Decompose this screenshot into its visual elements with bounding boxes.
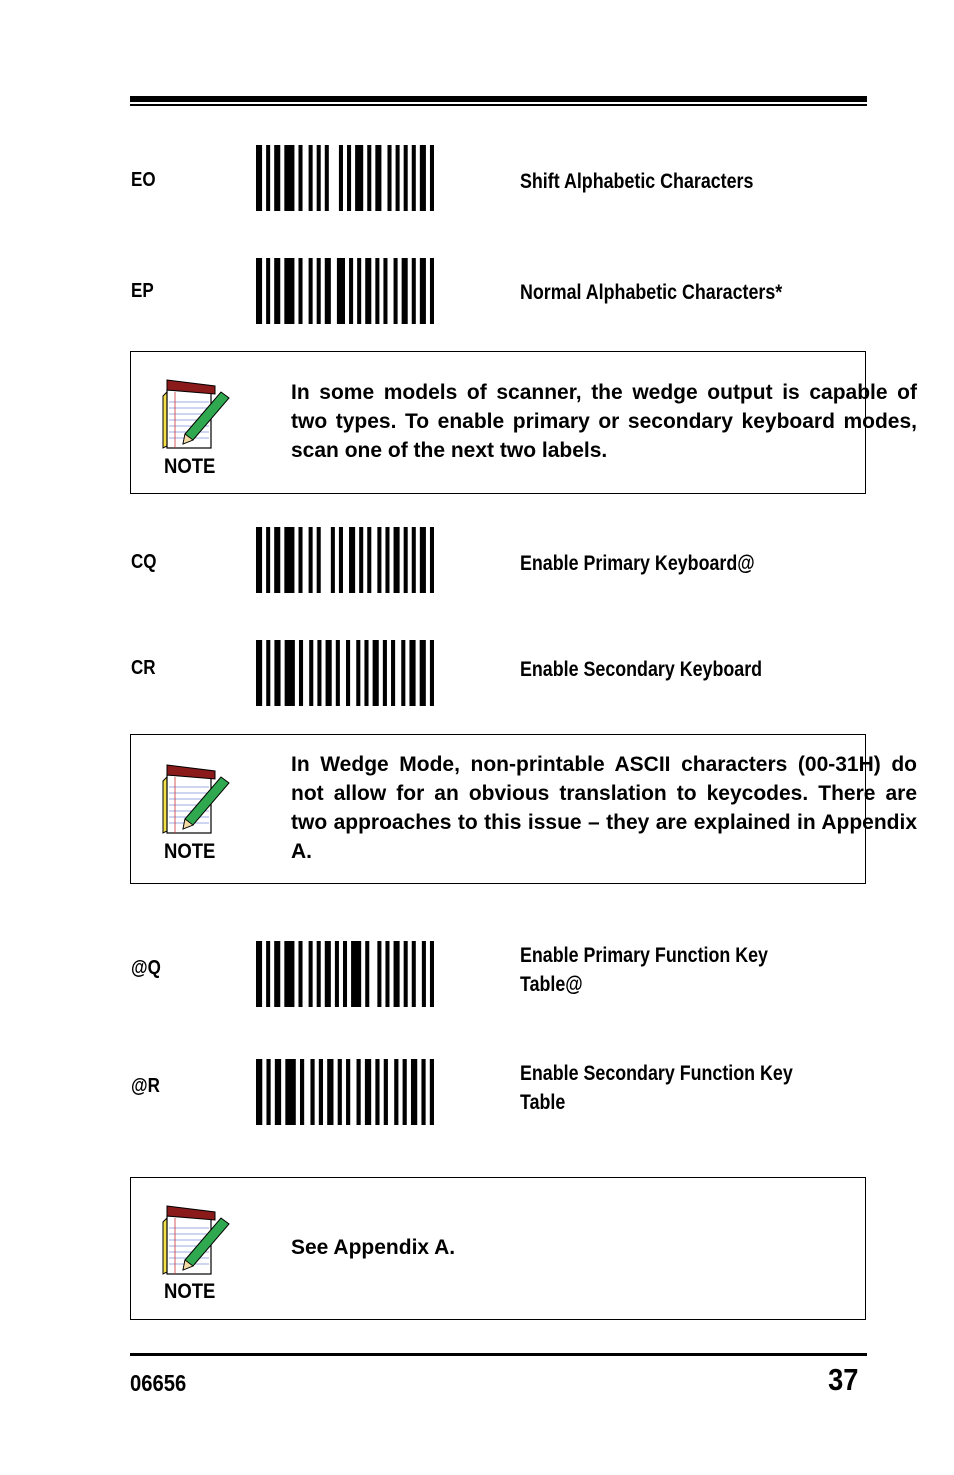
barcode-bar (404, 941, 408, 1007)
barcode-bar (325, 258, 331, 324)
barcode-bar (420, 258, 426, 324)
code-label-at-q: @Q (131, 957, 161, 979)
barcode-bar (309, 145, 313, 211)
note-text-2: In Wedge Mode, non-printable ASCII characters (00-31H) do not allow for an obvious translation to keycodes. There are two approaches to this issue – they are explained in Appendix A. (291, 753, 917, 863)
barcode-bar (394, 527, 400, 593)
barcode-bar (300, 1059, 304, 1125)
note-box-2 (130, 734, 917, 884)
barcode-bar (375, 258, 379, 324)
barcode-bar (319, 1059, 323, 1125)
barcode-bar (317, 527, 321, 593)
barcode-bar (266, 640, 270, 706)
barcode-bar (430, 1059, 434, 1125)
barcode-bar (284, 941, 294, 1007)
barcode-bar (284, 527, 294, 593)
barcode-bar (274, 941, 280, 1007)
barcode-bar (404, 145, 408, 211)
barcode-bar (285, 640, 295, 706)
barcode-bar (430, 640, 434, 706)
barcode-bar (274, 258, 280, 324)
desc-cq: Enable Primary Keyboard@ (520, 552, 755, 575)
barcode-bar (412, 258, 416, 324)
barcode-bar (359, 527, 363, 593)
barcode-bar (375, 1059, 379, 1125)
barcode-bar (356, 640, 360, 706)
note-label: NOTE (164, 840, 216, 863)
barcode-bar (285, 1059, 295, 1125)
barcode-bar (412, 941, 416, 1007)
barcode-bar (367, 527, 371, 593)
barcode-bar (337, 258, 345, 324)
barcode-bar (310, 1059, 314, 1125)
barcode-bar (309, 258, 313, 324)
notepad-pencil-icon (157, 761, 233, 837)
barcode-bar (256, 1059, 262, 1125)
barcode-bar (383, 258, 387, 324)
barcode-bar (377, 527, 381, 593)
note-label: NOTE (164, 455, 216, 478)
barcode-bar (351, 941, 361, 1007)
barcode-bar (298, 941, 302, 1007)
barcode-bar (377, 941, 381, 1007)
barcode-bar (394, 258, 398, 324)
barcode-bar (402, 258, 408, 324)
barcode-bar (256, 527, 262, 593)
barcode-bar (331, 527, 335, 593)
barcode-bar (274, 640, 280, 706)
barcode-bar (284, 258, 294, 324)
note-text-1: In some models of scanner, the wedge output is capable of two types. To enable primary or secondary keyboard modes, scan one of the next two labels. (291, 381, 917, 462)
barcode-bar (357, 258, 361, 324)
barcode-bar (327, 1059, 333, 1125)
barcode-bar (335, 941, 339, 1007)
barcode-at-q (256, 941, 434, 1007)
barcode-bar (373, 640, 379, 706)
barcode-bar (412, 145, 416, 211)
barcode-bar (326, 640, 332, 706)
barcode-bar (343, 941, 347, 1007)
barcode-bar (325, 941, 331, 1007)
barcode-bar (401, 640, 405, 706)
note-label: NOTE (164, 1280, 216, 1303)
note-text-3: See Appendix A. (291, 1236, 456, 1259)
barcode-bar (364, 640, 368, 706)
barcode-bar (365, 1059, 371, 1125)
desc-at-q: Enable Primary Function Key Table@ (520, 944, 768, 996)
barcode-bar (256, 258, 262, 324)
header-rule-thin (130, 104, 867, 106)
barcode-bar (367, 145, 371, 211)
barcode-bar (274, 527, 280, 593)
code-label-cq: CQ (131, 551, 157, 573)
barcode-bar (317, 145, 321, 211)
barcode-bar (309, 640, 313, 706)
barcode-bar (309, 527, 313, 593)
barcode-bar (346, 1059, 350, 1125)
barcode-bar (274, 145, 280, 211)
barcode-bar (375, 145, 381, 211)
barcode-cq (256, 527, 434, 593)
barcode-bar (430, 145, 434, 211)
header-rule-thick (130, 96, 867, 102)
barcode-bar (298, 258, 302, 324)
notepad-pencil-icon (157, 1202, 233, 1278)
barcode-bar (317, 258, 321, 324)
barcode-bar (266, 1059, 270, 1125)
barcode-bar (317, 941, 321, 1007)
barcode-eo (256, 145, 434, 211)
desc-eo: Shift Alphabetic Characters (520, 170, 754, 193)
barcode-bar (256, 640, 262, 706)
barcode-bar (422, 941, 426, 1007)
barcode-cr (256, 640, 434, 706)
barcode-at-r (256, 1059, 434, 1125)
barcode-bar (420, 527, 426, 593)
barcode-bar (355, 145, 363, 211)
barcode-bar (420, 145, 426, 211)
barcode-bar (430, 258, 434, 324)
barcode-bar (339, 145, 343, 211)
barcode-bar (266, 941, 270, 1007)
barcode-bar (404, 527, 408, 593)
barcode-bar (430, 527, 434, 593)
barcode-bar (357, 1059, 361, 1125)
barcode-bar (384, 1059, 388, 1125)
barcode-bar (266, 258, 270, 324)
barcode-bar (412, 527, 416, 593)
barcode-bar (365, 941, 369, 1007)
barcode-ep (256, 258, 434, 324)
code-label-eo: EO (131, 169, 156, 191)
barcode-bar (338, 1059, 342, 1125)
barcode-bar (411, 1059, 417, 1125)
barcode-bar (339, 527, 343, 593)
barcode-bar (396, 145, 400, 211)
barcode-bar (299, 640, 303, 706)
barcode-bar (275, 1059, 281, 1125)
barcode-bar (383, 640, 387, 706)
barcode-bar (284, 145, 294, 211)
barcode-bar (421, 1059, 425, 1125)
document-id: 06656 (130, 1370, 187, 1396)
code-label-cr: CR (131, 657, 156, 679)
barcode-bar (298, 527, 302, 593)
barcode-bar (298, 145, 302, 211)
barcode-bar (349, 258, 353, 324)
barcode-bar (394, 941, 400, 1007)
barcode-bar (336, 640, 340, 706)
barcode-bar (346, 640, 350, 706)
barcode-bar (349, 527, 355, 593)
barcode-bar (403, 1059, 407, 1125)
barcode-bar (266, 527, 270, 593)
desc-cr: Enable Secondary Keyboard (520, 658, 763, 681)
barcode-bar (309, 941, 313, 1007)
barcode-bar (365, 258, 371, 324)
notepad-pencil-icon (157, 376, 233, 452)
barcode-bar (385, 527, 389, 593)
barcode-bar (266, 145, 270, 211)
barcode-bar (420, 640, 426, 706)
desc-at-r: Enable Secondary Function Key Table (520, 1062, 793, 1114)
note-box-1 (130, 351, 917, 494)
page-number: 37 (827, 1362, 858, 1397)
barcode-bar (256, 941, 262, 1007)
barcode-bar (430, 941, 434, 1007)
barcode-bar (391, 640, 395, 706)
desc-ep: Normal Alphabetic Characters* (520, 281, 783, 304)
code-label-at-r: @R (131, 1075, 160, 1097)
barcode-bar (325, 145, 329, 211)
barcode-bar (387, 145, 391, 211)
code-label-ep: EP (131, 280, 154, 302)
barcode-bar (317, 640, 321, 706)
barcode-bar (256, 145, 262, 211)
barcode-bar (347, 145, 351, 211)
barcode-bar (385, 941, 389, 1007)
barcode-bar (394, 1059, 398, 1125)
barcode-bar (409, 640, 415, 706)
footer-rule (130, 1353, 867, 1356)
note-box-3 (130, 1177, 866, 1320)
